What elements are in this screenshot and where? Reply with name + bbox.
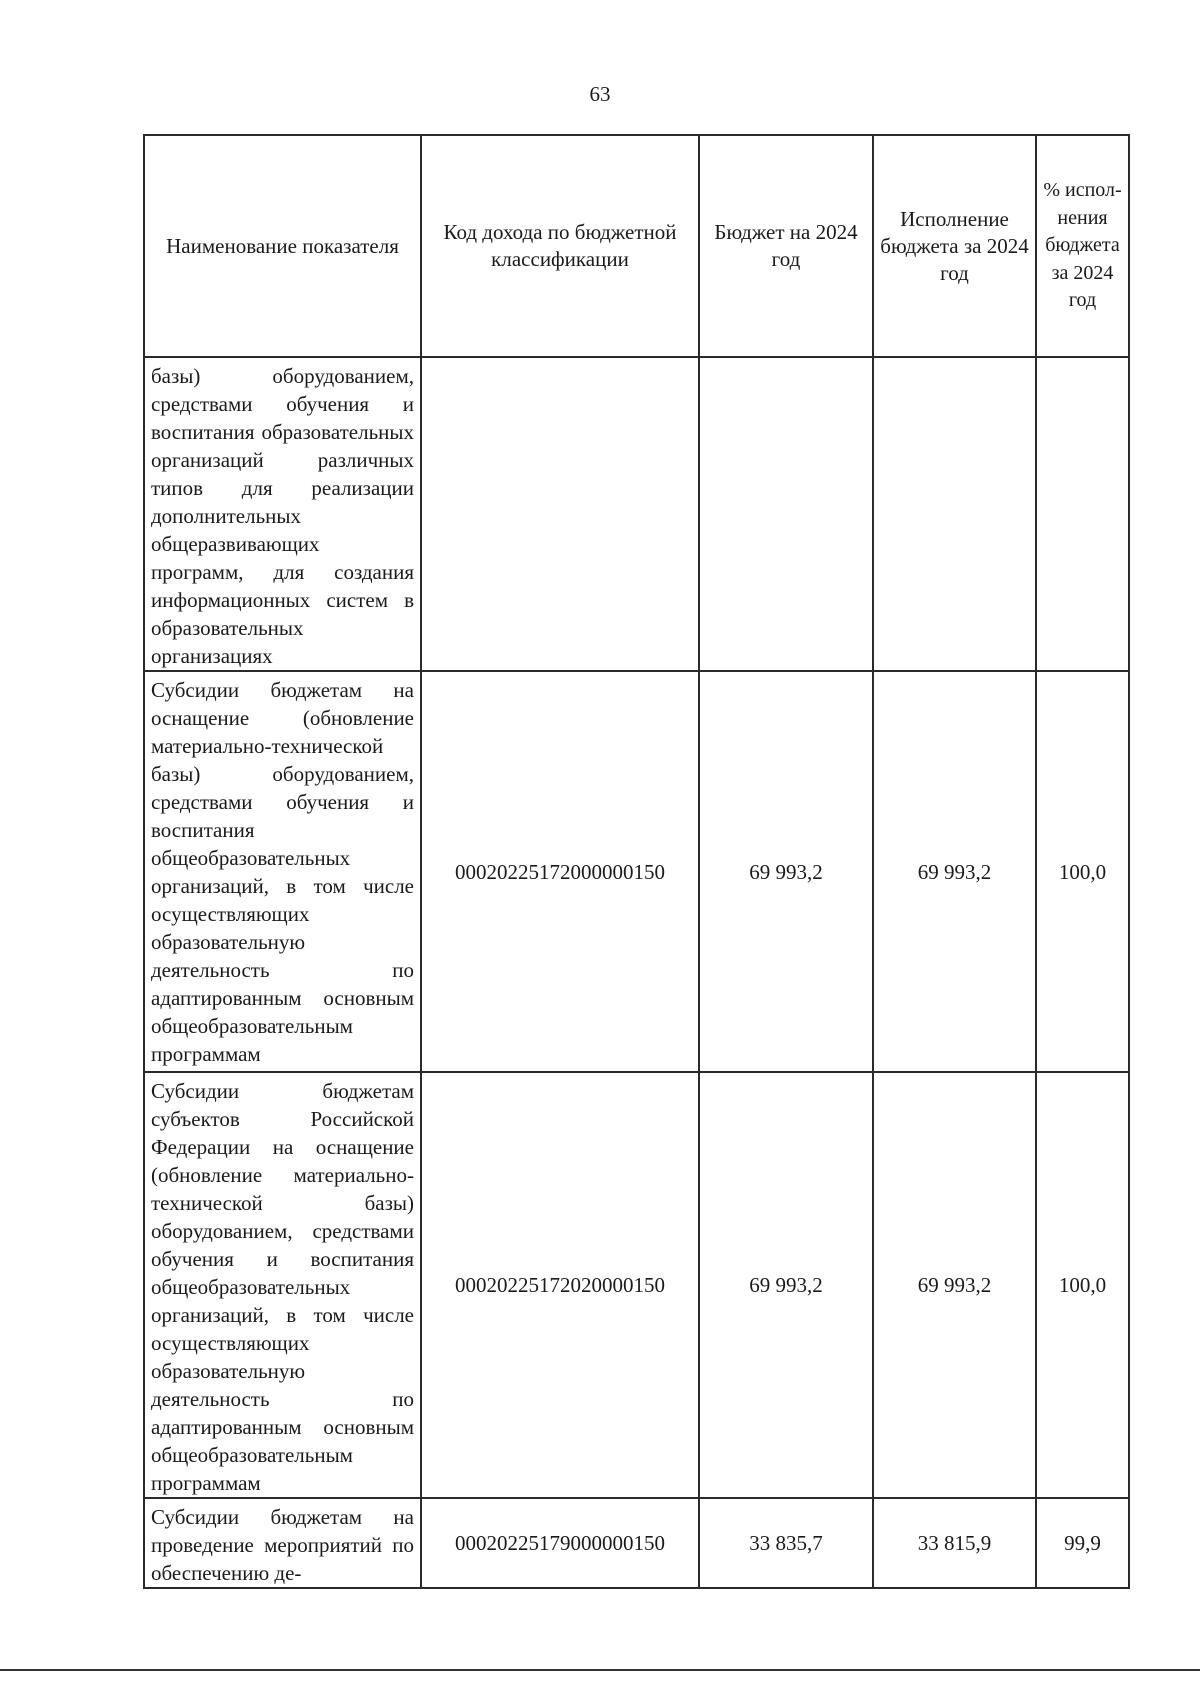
row-code <box>421 357 699 671</box>
header-budget: Бюджет на 2024 год <box>699 135 873 357</box>
row-execution <box>873 357 1036 671</box>
row-execution: 69 993,2 <box>873 671 1036 1072</box>
row-name: базы) оборудованием, средствами обучения и воспитания образовательных организаций различных типов для реализации дополнительных общеразвивающих программ, для создания информационных систем в образовательных организациях <box>144 357 421 671</box>
table-header-row <box>144 135 1129 357</box>
row-name: Субсидии бюджетам субъектов Российской Федерации на оснащение (обновление материально-технической базы) оборудованием, средствами обучения и воспитания общеобразовательных организаций, в том числе осуществляющих образовательную деятельность по адаптированным основным общеобразовательным программам <box>144 1072 421 1498</box>
row-budget <box>699 357 873 671</box>
row-name: Субсидии бюджетам на оснащение (обновление материально-технической базы) оборудованием, средствами обучения и воспитания общеобразовательных организаций, в том числе осуществляющих образовательную деятельность по адаптированным основным общеобразовательным программам <box>144 671 421 1072</box>
table-row <box>144 1498 1129 1588</box>
header-name: Наименование показателя <box>144 135 421 357</box>
table-row <box>144 671 1129 1072</box>
page-number: 63 <box>589 82 611 106</box>
row-code: 00020225172000000150 <box>421 671 699 1072</box>
budget-table <box>143 134 1130 1589</box>
row-execution: 33 815,9 <box>873 1498 1036 1588</box>
row-code: 00020225179000000150 <box>421 1498 699 1588</box>
row-percent <box>1036 357 1129 671</box>
page-bottom-rule <box>0 1669 1200 1671</box>
row-execution: 69 993,2 <box>873 1072 1036 1498</box>
row-percent: 100,0 <box>1036 1072 1129 1498</box>
row-code: 00020225172020000150 <box>421 1072 699 1498</box>
table-row <box>144 357 1129 671</box>
table-row <box>144 1072 1129 1498</box>
header-code: Код дохода по бюджетной классификации <box>421 135 699 357</box>
row-budget: 69 993,2 <box>699 671 873 1072</box>
row-budget: 33 835,7 <box>699 1498 873 1588</box>
header-percent: % исполнения бюджета за 2024 год <box>1036 135 1129 357</box>
row-name: Субсидии бюджетам на проведение мероприятий по обеспечению де- <box>144 1498 421 1588</box>
row-budget: 69 993,2 <box>699 1072 873 1498</box>
row-percent: 99,9 <box>1036 1498 1129 1588</box>
header-execution: Исполнение бюджета за 2024 год <box>873 135 1036 357</box>
row-percent: 100,0 <box>1036 671 1129 1072</box>
